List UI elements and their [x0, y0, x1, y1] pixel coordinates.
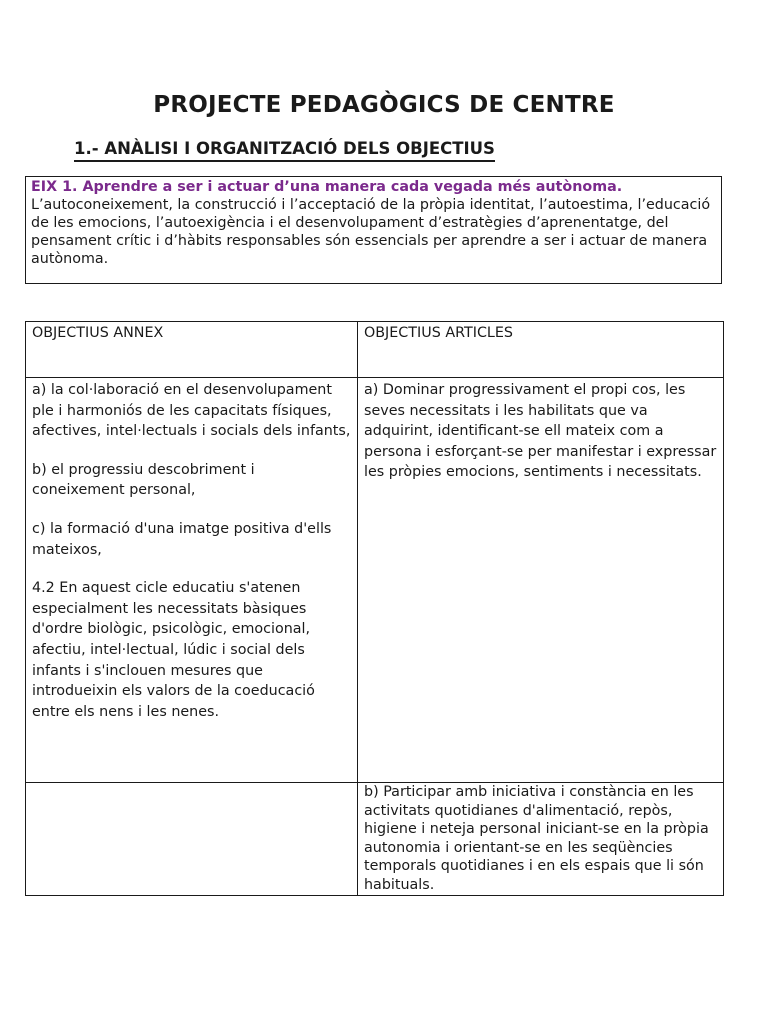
eix-description: L’autoconeixement, la construcció i l’acceptació de la pròpia identitat, l’autoestima, l’educació de les emocions, l’autoexigència i el desenvolupament d’estratègies d’aprenentatge, del pensament crític i d’hàbits responsables són essencials per aprendre a ser i actuar de manera autònoma.: [31, 197, 711, 267]
annex-cell-empty: [26, 783, 358, 896]
table-row: [26, 378, 724, 783]
section-heading: [74, 138, 495, 160]
annex-paragraph-a: a) la col·laboració en el desenvolupament ple i harmoniós de les capacitats físiques, afectives, intel·lectuals i socials dels infants,: [32, 382, 351, 440]
table-header-row: [26, 322, 724, 378]
eix-title: EIX 1. Aprendre a ser i actuar d’una manera cada vegada més autònoma.: [31, 179, 623, 195]
annex-paragraph-b: b) el progressiu descobriment i coneixement personal,: [32, 461, 255, 499]
header-annex: OBJECTIUS ANNEX: [26, 322, 358, 378]
annex-paragraph-c: c) la formació d'una imatge positiva d'ells mateixos,: [32, 520, 332, 558]
articles-cell: b) Participar amb iniciativa i constància en les activitats quotidianes d'alimentació, repòs, higiene i neteja personal iniciant-se en la pròpia autonomia i orientant-se en les seqüències temporals quotidianes i en els espais que li són habituals.: [358, 783, 724, 896]
eix-box: [25, 176, 722, 284]
articles-cell: a) Dominar progressivament el propi cos, les seves necessitats i les habilitats que va adquirint, identificant-se ell mateix com a persona i esforçant-se per manifestar i expressar les pròpies emocions, sentiments i necessitats.: [358, 378, 724, 783]
table-row: [26, 783, 724, 896]
annex-cell: [26, 378, 358, 783]
document-title: PROJECTE PEDAGÒGICS DE CENTRE: [153, 92, 615, 118]
section-heading-text: 1.- ANÀLISI I ORGANITZACIÓ DELS OBJECTIUS: [74, 139, 495, 158]
objectives-table: [25, 321, 724, 896]
section-heading-underline: [74, 160, 495, 162]
header-articles: OBJECTIUS ARTICLES: [358, 322, 724, 378]
annex-paragraph-4-2: 4.2 En aquest cicle educatiu s'atenen especialment les necessitats bàsiques d'ordre biològic, psicològic, emocional, afectiu, intel·lectual, lúdic i social dels infants i s'inclouen mesures que introdueixin els valors de la coeducació entre els nens i les nenes.: [32, 580, 315, 720]
